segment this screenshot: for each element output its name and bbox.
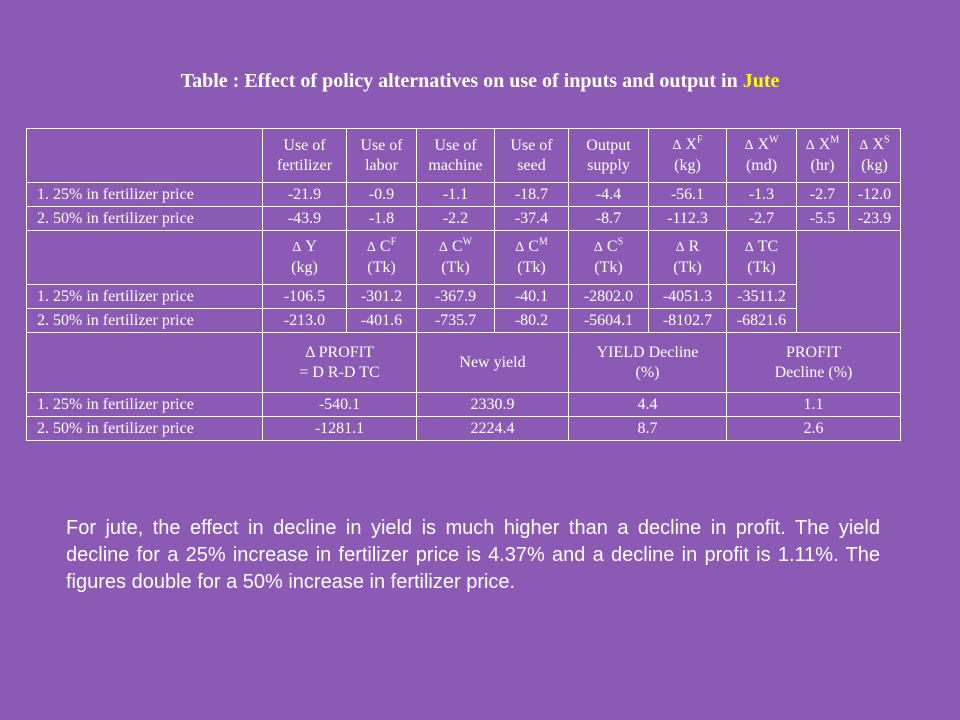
table-cell: -2.7 [797, 183, 849, 207]
table-cell: -0.9 [347, 183, 417, 207]
header-delta-xs: Δ $X^S$ (kg) [849, 129, 901, 183]
table-row [27, 417, 901, 441]
row-label: 2. 50% in fertilizer price [27, 417, 263, 441]
header-use-labor: Use of labor [347, 129, 417, 183]
header-delta-cm: Δ $C^M$ (Tk) [495, 231, 569, 285]
table-cell: -213.0 [263, 309, 347, 333]
row-label: 1. 25% in fertilizer price [27, 285, 263, 309]
table-cell: -5.5 [797, 207, 849, 231]
table-cell: -80.2 [495, 309, 569, 333]
page-title [0, 70, 960, 93]
section1-header-row [27, 129, 901, 183]
table-cell: -1.3 [727, 183, 797, 207]
table-row [27, 207, 901, 231]
title-accent: Jute [742, 70, 780, 92]
table-cell: -23.9 [849, 207, 901, 231]
table-cell: -1281.1 [263, 417, 417, 441]
header-yield-decline: YIELD Decline (%) [569, 333, 727, 393]
empty-merged-cell [797, 231, 901, 333]
table-cell: -735.7 [417, 309, 495, 333]
table-cell: -5604.1 [569, 309, 649, 333]
table-cell: -37.4 [495, 207, 569, 231]
header-delta-xm: Δ $X^M$ (hr) [797, 129, 849, 183]
header-profit-decline: PROFIT Decline (%) [727, 333, 901, 393]
row-label: 1. 25% in fertilizer price [27, 393, 263, 417]
table-cell: -4.4 [569, 183, 649, 207]
table-cell: -18.7 [495, 183, 569, 207]
table-cell: -2.7 [727, 207, 797, 231]
table-cell: -6821.6 [727, 309, 797, 333]
empty-corner-cell [27, 231, 263, 285]
header-delta-xw: Δ $X^W$ (md) [727, 129, 797, 183]
header-delta-xf: Δ $X^F$ (kg) [649, 129, 727, 183]
table-cell: -1.1 [417, 183, 495, 207]
table-cell: -401.6 [347, 309, 417, 333]
table-cell: -8.7 [569, 207, 649, 231]
table-cell: 2330.9 [417, 393, 569, 417]
header-new-yield: New yield [417, 333, 569, 393]
header-use-fertilizer: Use of fertilizer [263, 129, 347, 183]
table-cell: -40.1 [495, 285, 569, 309]
table-cell: -1.8 [347, 207, 417, 231]
row-label: 2. 50% in fertilizer price [27, 207, 263, 231]
title-main: Table : Effect of policy alternatives on use of inputs and output in [180, 70, 743, 92]
empty-corner-cell [27, 129, 263, 183]
table-cell: 2224.4 [417, 417, 569, 441]
header-delta-cs: Δ $C^S$ (Tk) [569, 231, 649, 285]
table-cell: -540.1 [263, 393, 417, 417]
table-cell: -3511.2 [727, 285, 797, 309]
table-cell: -2.2 [417, 207, 495, 231]
row-label: 1. 25% in fertilizer price [27, 183, 263, 207]
table-cell: -301.2 [347, 285, 417, 309]
policy-effects-table [26, 128, 901, 441]
header-output-supply: Output supply [569, 129, 649, 183]
section2-header-row [27, 231, 901, 285]
table-row [27, 309, 901, 333]
summary-paragraph: For jute, the effect in decline in yield is much higher than a decline in profit. The yield decline for a 25% increase in fertilizer price is 4.37% and a decline in profit is 1.11%. The figures double for a 50% increase in fertilizer price. [66, 517, 880, 593]
table-cell: -56.1 [649, 183, 727, 207]
table-cell: -106.5 [263, 285, 347, 309]
header-delta-y: Δ Y (kg) [263, 231, 347, 285]
table-cell: 8.7 [569, 417, 727, 441]
header-delta-r: Δ R (Tk) [649, 231, 727, 285]
table-row [27, 183, 901, 207]
header-delta-cw: Δ $C^W$ (Tk) [417, 231, 495, 285]
table-cell: -21.9 [263, 183, 347, 207]
header-use-seed: Use of seed [495, 129, 569, 183]
table-cell: -43.9 [263, 207, 347, 231]
empty-corner-cell [27, 333, 263, 393]
table-cell: -367.9 [417, 285, 495, 309]
row-label: 2. 50% in fertilizer price [27, 309, 263, 333]
header-delta-tc: Δ TC (Tk) [727, 231, 797, 285]
table-row [27, 285, 901, 309]
table-cell: -2802.0 [569, 285, 649, 309]
table-cell: 1.1 [727, 393, 901, 417]
table-cell: 4.4 [569, 393, 727, 417]
header-delta-profit: Δ PROFIT = D R-D TC [263, 333, 417, 393]
table-cell: -112.3 [649, 207, 727, 231]
header-use-machine: Use of machine [417, 129, 495, 183]
section3-header-row [27, 333, 901, 393]
table-cell: -12.0 [849, 183, 901, 207]
table-cell: -4051.3 [649, 285, 727, 309]
table-cell: -8102.7 [649, 309, 727, 333]
table-row [27, 393, 901, 417]
header-delta-cf: Δ $C^F$ (Tk) [347, 231, 417, 285]
table-cell: 2.6 [727, 417, 901, 441]
